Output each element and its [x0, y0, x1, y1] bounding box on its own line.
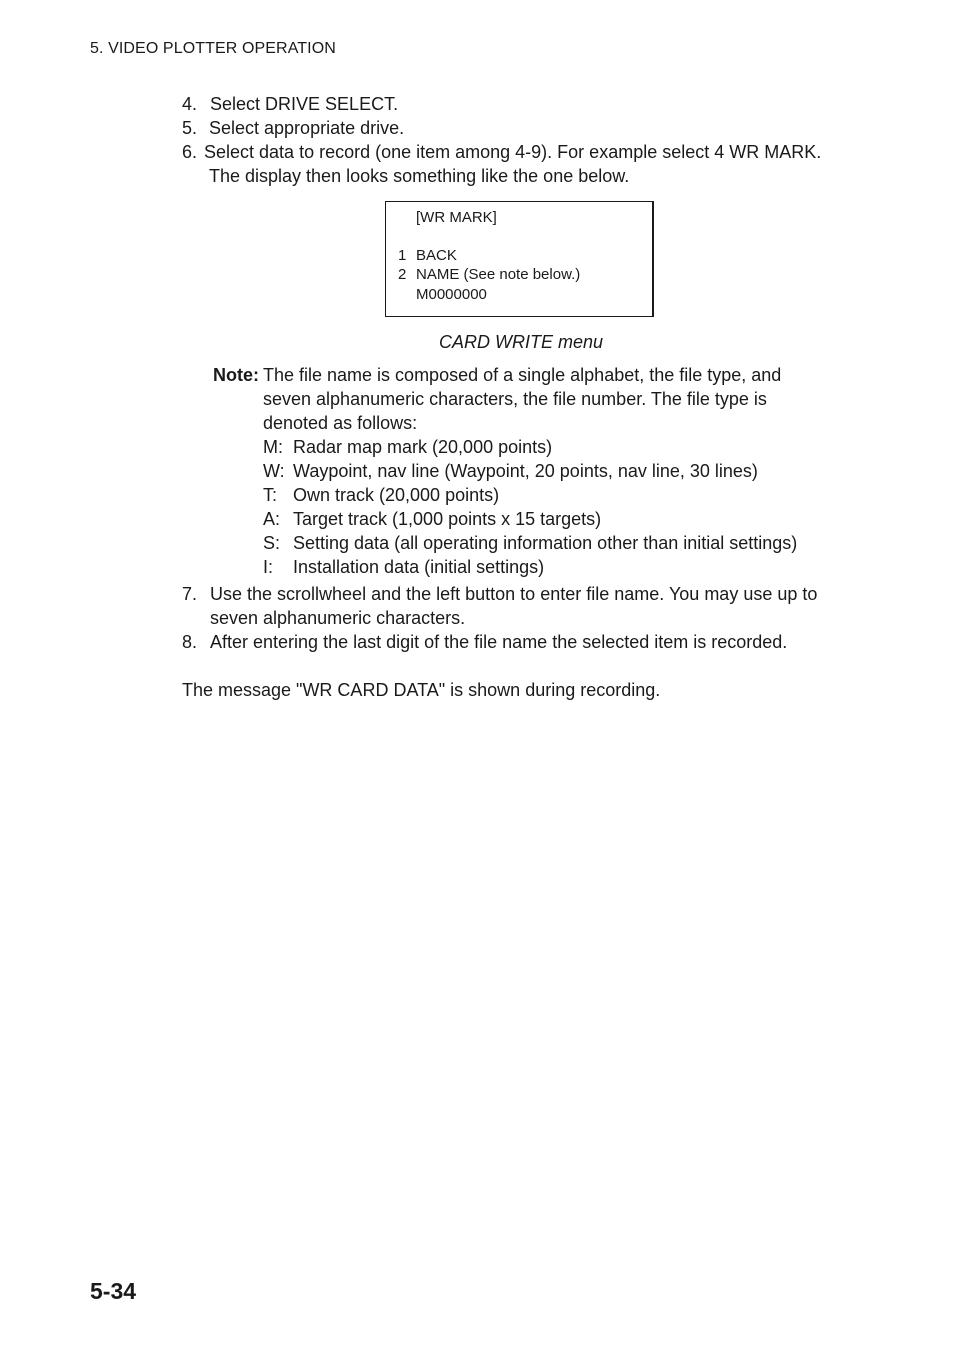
- step-number: 6.: [182, 142, 198, 162]
- step-text: Select DRIVE SELECT.: [210, 94, 399, 114]
- menu-item-back: BACK: [416, 247, 457, 264]
- file-type-code: I:: [263, 557, 274, 577]
- menu-item-name: NAME (See note below.): [416, 266, 581, 283]
- step-text-continuation: seven alphanumeric characters.: [210, 608, 466, 628]
- file-type-desc: Radar map mark (20,000 points): [293, 437, 553, 457]
- file-type-desc: Waypoint, nav line (Waypoint, 20 points, nav line, 30 lines): [293, 461, 758, 481]
- page-number: 5-34: [90, 1278, 137, 1304]
- step-text-continuation: The display then looks something like the one below.: [209, 166, 630, 186]
- file-type-code: M:: [263, 437, 283, 457]
- step-text: Select appropriate drive.: [209, 118, 405, 138]
- recording-message: The message "WR CARD DATA" is shown during recording.: [182, 680, 661, 700]
- file-type-code: S:: [263, 533, 281, 553]
- section-header: 5. VIDEO PLOTTER OPERATION: [90, 40, 336, 57]
- note-label: Note:: [213, 365, 259, 385]
- file-type-code: W:: [263, 461, 285, 481]
- file-type-desc: Target track (1,000 points x 15 targets): [293, 509, 602, 529]
- menu-item-name-value: M0000000: [416, 286, 487, 303]
- step-number: 4.: [182, 94, 198, 114]
- step-number: 8.: [182, 632, 198, 652]
- menu-item-number: 1: [398, 247, 407, 264]
- menu-item-number: 2: [398, 266, 407, 283]
- file-type-code: T:: [263, 485, 278, 505]
- card-write-menu-box: [385, 201, 654, 317]
- note-line: seven alphanumeric characters, the file number. The file type is: [263, 389, 767, 409]
- file-type-code: A:: [263, 509, 281, 529]
- file-type-desc: Own track (20,000 points): [293, 485, 500, 505]
- menu-title: [WR MARK]: [416, 209, 497, 226]
- step-text: After entering the last digit of the file name the selected item is recorded.: [210, 632, 788, 652]
- figure-caption: CARD WRITE menu: [439, 332, 604, 352]
- file-type-desc: Installation data (initial settings): [293, 557, 545, 577]
- step-text: Select data to record (one item among 4-9). For example select 4 WR MARK.: [204, 142, 822, 162]
- step-number: 7.: [182, 584, 198, 604]
- note-line: The file name is composed of a single alphabet, the file type, and: [263, 365, 782, 385]
- step-number: 5.: [182, 118, 198, 138]
- file-type-desc: Setting data (all operating information other than initial settings): [293, 533, 798, 553]
- note-line: denoted as follows:: [263, 413, 418, 433]
- step-text: Use the scrollwheel and the left button to enter file name. You may use up to: [210, 584, 818, 604]
